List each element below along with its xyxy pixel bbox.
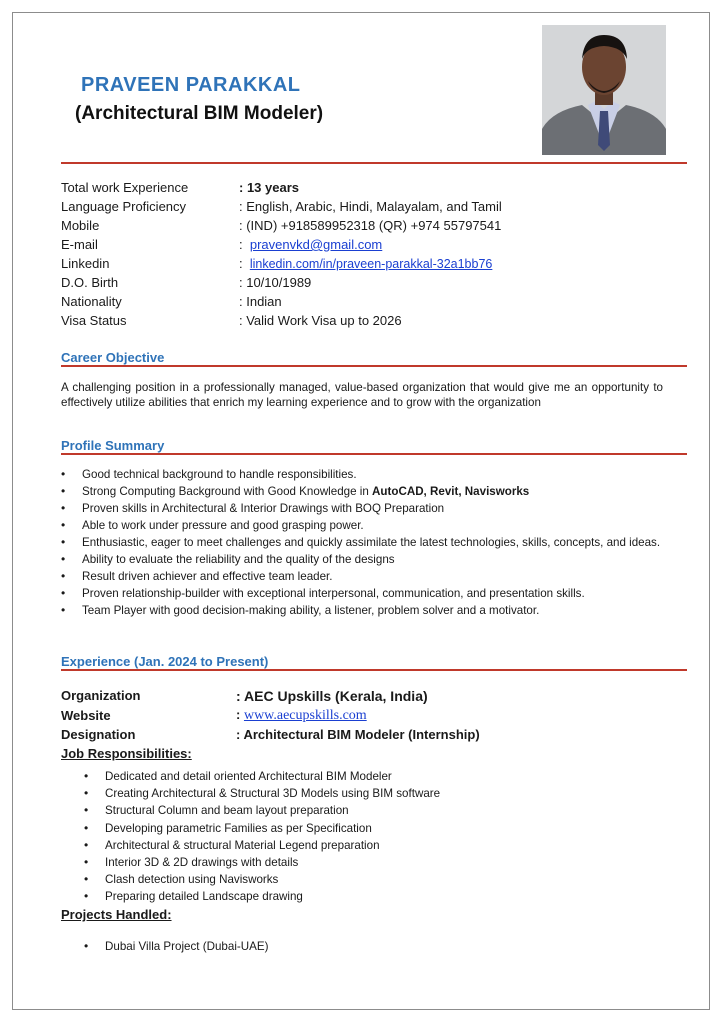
info-value: : (IND) +918589952318 (QR) +974 55797541 (239, 218, 502, 233)
experience-heading: Experience (Jan. 2024 to Present) (61, 654, 269, 669)
info-label: Nationality (61, 294, 122, 309)
job-responsibilities-heading: Job Responsibilities: (61, 746, 192, 761)
list-item: • Result driven achiever and effective team leader. (61, 568, 663, 585)
info-label: D.O. Birth (61, 275, 119, 290)
list-item: • Preparing detailed Landscape drawing (84, 888, 644, 905)
info-value-wrap (239, 237, 382, 252)
designation-row (61, 725, 480, 745)
info-row-nationality (61, 292, 502, 311)
info-value: : 13 years (239, 180, 299, 195)
section-divider (61, 365, 687, 367)
section-divider (61, 453, 687, 455)
list-item: • Interior 3D & 2D drawings with details (84, 854, 644, 871)
candidate-name: PRAVEEN PARAKKAL (81, 74, 301, 96)
list-item: • Team Player with good decision-making ability, a listener, problem solver and a motivator. (61, 602, 663, 619)
organization-row (61, 686, 480, 706)
designation-value: : Architectural BIM Modeler (Internship) (236, 727, 480, 743)
organization-value: : AEC Upskills (Kerala, India) (236, 687, 428, 704)
profile-summary-list (61, 466, 663, 619)
website-link[interactable]: www.aecupskills.com (243, 707, 367, 723)
list-item (61, 483, 663, 500)
organization-label: Organization (61, 688, 141, 704)
info-value: : Valid Work Visa up to 2026 (239, 313, 402, 328)
list-item: • Ability to evaluate the reliability and the quality of the designs (61, 551, 663, 568)
info-label: Linkedin (61, 256, 110, 271)
list-item: • Dedicated and detail oriented Architectural BIM Modeler (84, 768, 644, 785)
colon: : (236, 706, 244, 722)
info-label: E-mail (61, 237, 98, 252)
website-row (61, 706, 480, 726)
list-item: • Developing parametric Families as per Specification (84, 820, 644, 837)
info-label: Mobile (61, 218, 100, 233)
info-value: : Indian (239, 294, 282, 309)
header-divider (61, 162, 687, 164)
personal-info (61, 178, 502, 330)
info-value-wrap (239, 256, 492, 271)
info-row-language (61, 197, 502, 216)
info-row-linkedin (61, 254, 502, 273)
list-item: • Creating Architectural & Structural 3D Models using BIM software (84, 785, 644, 802)
career-objective-text: A challenging position in a professionally managed, value-based organization that would give me an opportunity to effectively utilize abilities that enrich my learning experience and to grow with the organization (61, 381, 663, 409)
profile-photo-image (542, 25, 666, 155)
experience-details (61, 686, 480, 745)
list-item: • Dubai Villa Project (Dubai-UAE) (84, 938, 644, 955)
info-row-dob (61, 273, 502, 292)
job-responsibilities-list (84, 768, 644, 906)
list-item: • Structural Column and beam layout preparation (84, 802, 644, 819)
colon: : (239, 256, 250, 271)
email-link[interactable]: pravenvkd@gmail.com (249, 237, 383, 252)
info-value: : English, Arabic, Hindi, Malayalam, and Tamil (239, 199, 502, 214)
linkedin-link[interactable]: linkedin.com/in/praveen-parakkal-32a1bb76 (249, 257, 493, 271)
list-item: • Proven skills in Architectural & Interior Drawings with BOQ Preparation (61, 500, 663, 517)
colon: : (239, 237, 250, 252)
candidate-title: (Architectural BIM Modeler) (75, 103, 324, 124)
info-row-mobile (61, 216, 502, 235)
list-item: • Architectural & structural Material Legend preparation (84, 837, 644, 854)
section-divider (61, 669, 687, 671)
projects-handled-heading: Projects Handled: (61, 907, 172, 922)
projects-list (84, 938, 644, 955)
info-label: Language Proficiency (61, 199, 187, 214)
career-objective-heading: Career Objective (61, 350, 165, 365)
list-item: • Enthusiastic, eager to meet challenges and quickly assimilate the latest technologies, skills, concepts, and ideas. (61, 534, 663, 551)
info-row-email (61, 235, 502, 254)
info-label: Total work Experience (61, 180, 189, 195)
list-item: • Good technical background to handle responsibilities. (61, 466, 663, 483)
list-item: • Proven relationship-builder with exceptional interpersonal, communication, and presentation skills. (61, 585, 663, 602)
profile-photo (542, 25, 666, 155)
website-value-wrap (236, 707, 367, 724)
list-item: • Clash detection using Navisworks (84, 871, 644, 888)
info-label: Visa Status (61, 313, 127, 328)
list-item-text: Strong Computing Background with Good Knowledge in (82, 485, 369, 498)
list-item: • Able to work under pressure and good grasping power. (61, 517, 663, 534)
designation-label: Designation (61, 727, 136, 743)
website-label: Website (61, 707, 111, 723)
info-value: : 10/10/1989 (239, 275, 312, 290)
info-row-visa (61, 311, 502, 330)
profile-summary-heading: Profile Summary (61, 438, 165, 453)
info-row-experience (61, 178, 502, 197)
software-skills: AutoCAD, Revit, Navisworks (372, 485, 530, 498)
